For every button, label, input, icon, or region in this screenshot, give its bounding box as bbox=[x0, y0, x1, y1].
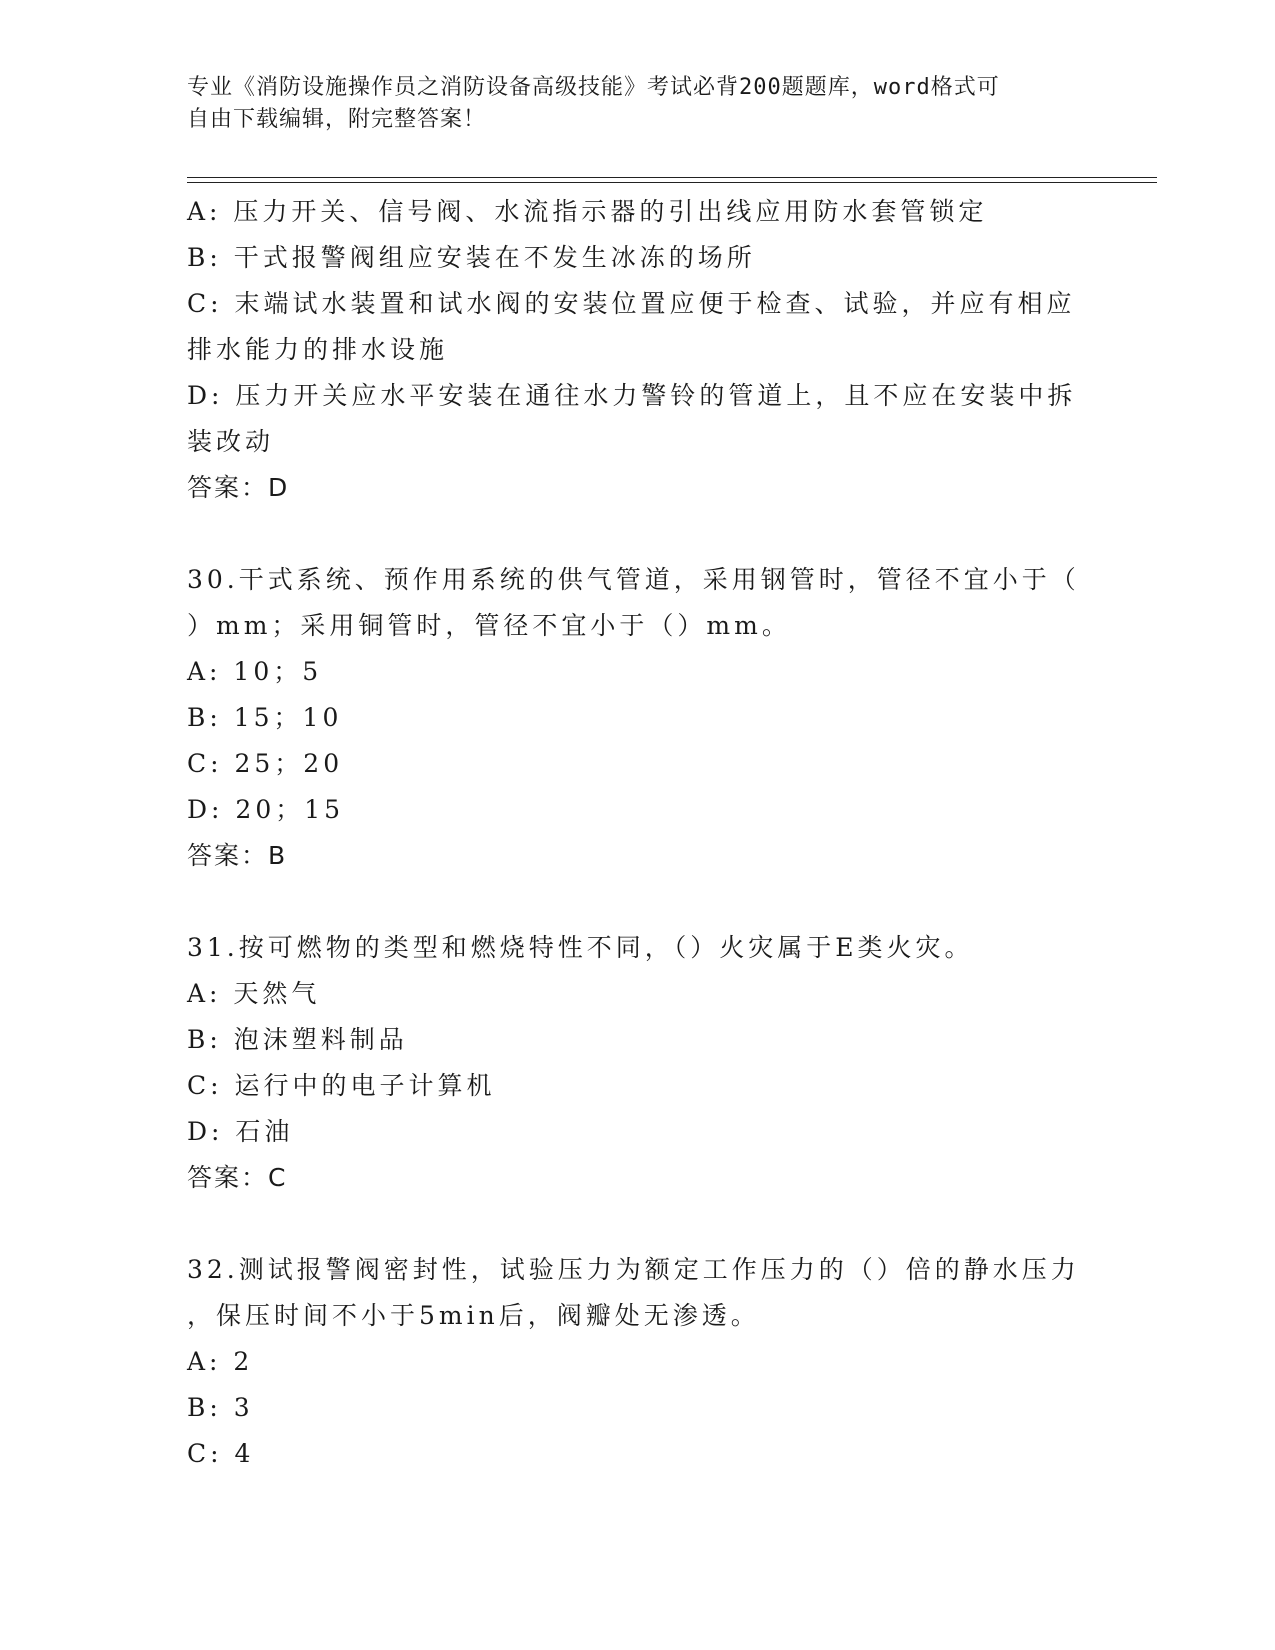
option-b: B: 3 bbox=[187, 1393, 254, 1422]
option-a: A: 天然气 bbox=[187, 979, 321, 1008]
option-c-line-1: C: 末端试水装置和试水阀的安装位置应便于检查、试验，并应有相应 bbox=[187, 289, 1076, 318]
answer-label: 答案：D bbox=[187, 473, 290, 502]
document-header bbox=[187, 72, 1087, 136]
option-c: C: 运行中的电子计算机 bbox=[187, 1071, 496, 1100]
question-stem-line-2: ，保压时间不小于5min后，阀瓣处无渗透。 bbox=[187, 1301, 760, 1330]
option-d: D: 20；15 bbox=[187, 795, 345, 824]
option-d-line-2: 装改动 bbox=[187, 427, 275, 456]
question-stem-line-2: ）mm；采用铜管时，管径不宜小于（）mm。 bbox=[187, 611, 791, 640]
question-30 bbox=[187, 557, 1087, 879]
option-c-line-2: 排水能力的排水设施 bbox=[187, 335, 449, 364]
option-c: C: 4 bbox=[187, 1439, 255, 1468]
option-d-line-1: D: 压力开关应水平安装在通往水力警铃的管道上，且不应在安装中拆 bbox=[187, 381, 1077, 410]
question-31 bbox=[187, 925, 1087, 1201]
option-a: A: 压力开关、信号阀、水流指示器的引出线应用防水套管锁定 bbox=[187, 197, 988, 226]
option-b: B: 干式报警阀组应安装在不发生冰冻的场所 bbox=[187, 243, 756, 272]
option-a: A: 10；5 bbox=[187, 657, 323, 686]
question-stem: 31.按可燃物的类型和燃烧特性不同，（）火灾属于E类火灾。 bbox=[187, 933, 974, 962]
option-b: B: 泡沫塑料制品 bbox=[187, 1025, 408, 1054]
option-a: A: 2 bbox=[187, 1347, 254, 1376]
question-content bbox=[187, 189, 1087, 1477]
spacer bbox=[187, 1201, 1087, 1247]
question-32 bbox=[187, 1247, 1087, 1477]
question-29-continued bbox=[187, 189, 1087, 511]
question-stem-line-1: 32.测试报警阀密封性，试验压力为额定工作压力的（）倍的静水压力 bbox=[187, 1255, 1080, 1284]
spacer bbox=[187, 879, 1087, 925]
answer-label: 答案：B bbox=[187, 841, 288, 870]
header-line-2: 自由下载编辑，附完整答案！ bbox=[187, 107, 487, 132]
question-stem-line-1: 30.干式系统、预作用系统的供气管道，采用钢管时，管径不宜小于（ bbox=[187, 565, 1080, 594]
header-divider-bottom bbox=[187, 182, 1157, 183]
header-divider-top bbox=[187, 177, 1157, 178]
option-c: C: 25；20 bbox=[187, 749, 344, 778]
option-b: B: 15；10 bbox=[187, 703, 343, 732]
spacer bbox=[187, 511, 1087, 557]
answer-label: 答案：C bbox=[187, 1163, 288, 1192]
header-line-1: 专业《消防设施操作员之消防设备高级技能》考试必背200题题库，word格式可 bbox=[187, 75, 1000, 100]
option-d: D: 石油 bbox=[187, 1117, 294, 1146]
